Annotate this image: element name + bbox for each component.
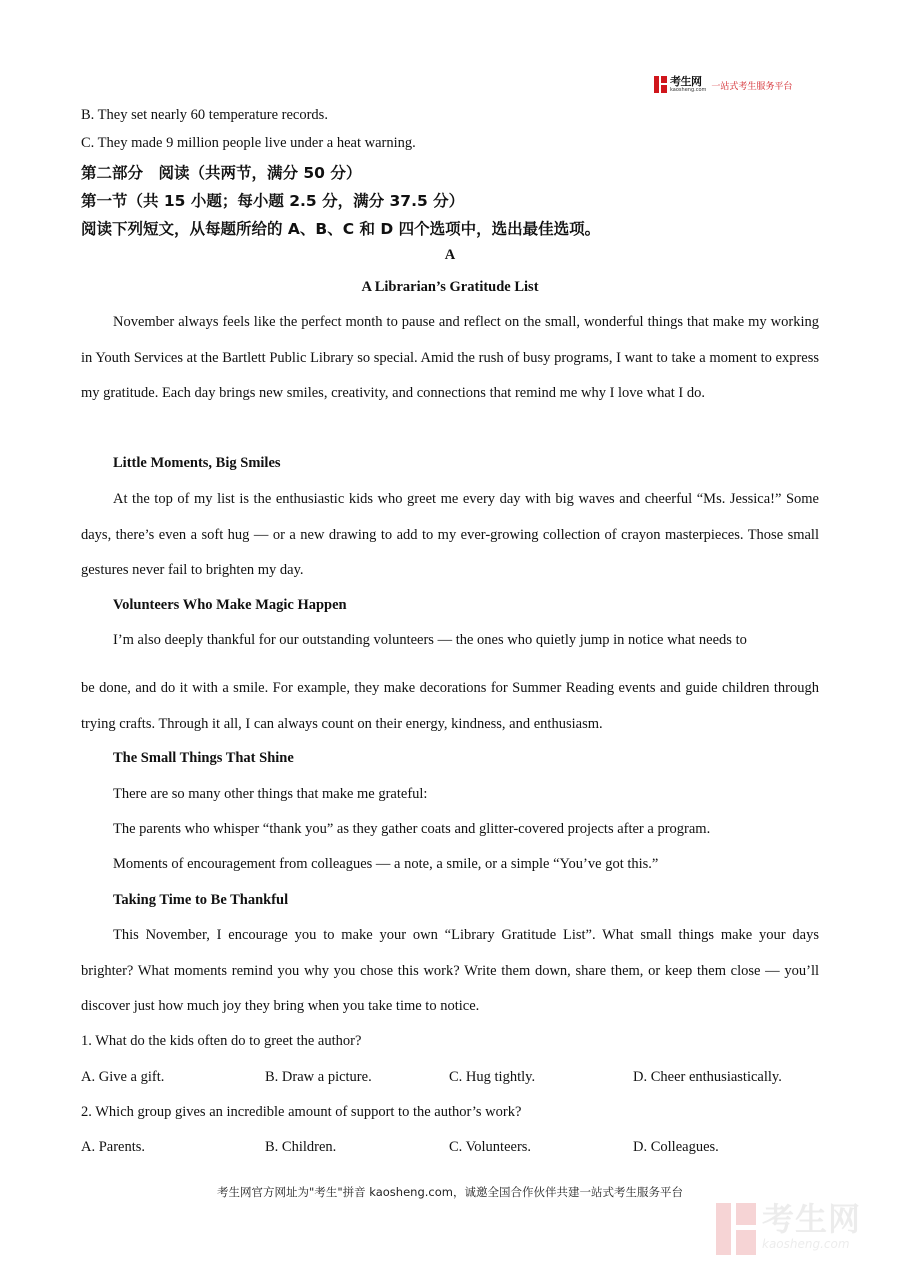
section-heading: 第一节（共 15 小题；每小题 2.5 分，满分 37.5 分） [81, 192, 465, 210]
question-1-stem: 1. What do the kids often do to greet the author? [81, 1033, 362, 1049]
subheading-volunteers: Volunteers Who Make Magic Happen [113, 597, 347, 613]
question-2-option-b[interactable]: B. Children. [265, 1139, 337, 1155]
paragraph-6: Moments of encouragement from colleagues — a note, a smile, or a simple “You’ve got this.” [113, 856, 659, 872]
question-2-option-a[interactable]: A. Parents. [81, 1139, 146, 1155]
kaosheng-logo-icon [654, 76, 667, 93]
question-2-option-d[interactable]: D. Colleagues. [633, 1139, 719, 1155]
paragraph-3a-text: I’m also deeply thankful for our outstanding volunteers — the ones who quietly jump in notice what needs to [113, 632, 747, 648]
watermark-cn-text: 考生网 [762, 1200, 862, 1238]
prev-option-c: C. They made 9 million people live under a heat warning. [81, 135, 416, 151]
paragraph-7 [81, 918, 819, 1025]
question-2-stem: 2. Which group gives an incredible amount of support to the author’s work? [81, 1104, 522, 1120]
paragraph-3b: be done, and do it with a smile. For example, they make decorations for Summer Reading events and guide children through trying crafts. Through it all, I can always count on their energy, kindness, and enthusiasm. [81, 680, 819, 732]
page-footer: 考生网官方网址为"考生"拼音 kaosheng.com，诚邀全国合作伙伴共建一站式考生服务平台 [217, 1185, 683, 1199]
site-logo[interactable] [654, 74, 792, 94]
question-1-option-a[interactable]: A. Give a gift. [81, 1069, 165, 1085]
watermark-en-text: kaosheng.com [762, 1237, 850, 1251]
paragraph-1-text: November always feels like the perfect month to pause and reflect on the small, wonderful things that make my working in Youth Services at the Bartlett Public Library so special. Amid the rush of busy programs, I want to take a moment to express my gratitude. Each day brings new smiles, creativity, and connections that remind me why I love what I do. [81, 314, 819, 401]
prev-option-b: B. They set nearly 60 temperature records. [81, 107, 328, 123]
passage-title: A Librarian’s Gratitude List [361, 279, 539, 295]
part-heading: 第二部分 阅读（共两节，满分 50 分） [81, 164, 362, 182]
subheading-little-moments: Little Moments, Big Smiles [113, 455, 281, 471]
question-1-option-c[interactable]: C. Hug tightly. [449, 1069, 536, 1085]
watermark-logo-icon [716, 1203, 756, 1255]
subheading-taking-time: Taking Time to Be Thankful [113, 892, 289, 908]
watermark [716, 1200, 862, 1255]
question-2-option-c[interactable]: C. Volunteers. [449, 1139, 532, 1155]
instruction: 阅读下列短文，从每题所给的 A、B、C 和 D 四个选项中，选出最佳选项。 [81, 220, 601, 238]
logo-en-text: kaosheng.com [670, 86, 707, 93]
question-1-option-b[interactable]: B. Draw a picture. [265, 1069, 372, 1085]
passage-letter: A [444, 247, 456, 263]
subheading-small-things: The Small Things That Shine [113, 750, 294, 766]
paragraph-5: The parents who whisper “thank you” as they gather coats and glitter-covered projects after a program. [113, 821, 711, 837]
paragraph-1 [81, 305, 819, 412]
paragraph-2 [81, 482, 819, 589]
logo-cn-text: 考生网 [670, 74, 702, 88]
paragraph-7-text: This November, I encourage you to make your own “Library Gratitude List”. What small things make your days brighter? What moments remind you why you chose this work? Write them down, share them, or keep them close — you’ll discover just how much joy they bring when you take time to notice. [81, 927, 819, 1014]
paragraph-4: There are so many other things that make me grateful: [113, 786, 428, 802]
paragraph-2-text: At the top of my list is the enthusiastic kids who greet me every day with big waves and cheerful “Ms. Jessica!” Some days, there’s even a soft hug — or a new drawing to add to my ever-growing collection of crayon masterpieces. Those small gestures never fail to brighten my day. [81, 491, 819, 578]
question-1-option-d[interactable]: D. Cheer enthusiastically. [633, 1069, 782, 1085]
paragraph-3a [81, 623, 819, 659]
logo-slogan: 一站式考生服务平台 [711, 81, 793, 92]
